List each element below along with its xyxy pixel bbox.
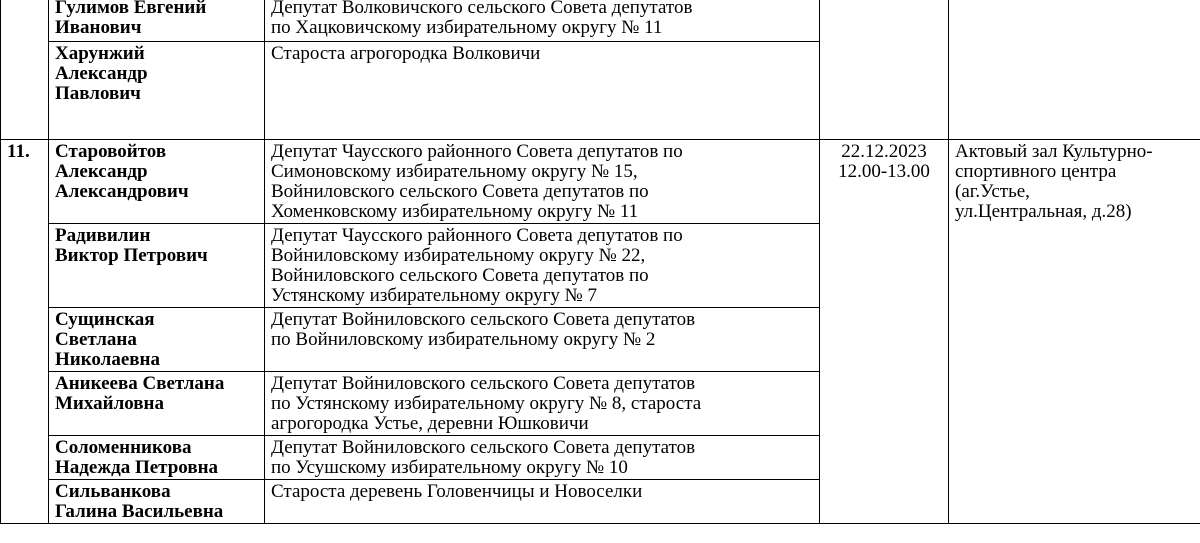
date-cell bbox=[820, 0, 949, 140]
person-position: Депутат Войниловского сельского Совета депутатов по Устянскому избирательному округу № 8, староста агрогородка Устье, деревни Юшковичи bbox=[271, 373, 702, 434]
position-cell bbox=[265, 308, 820, 372]
person-position: Депутат Чаусского районного Совета депутатов по Войниловскому избирательному округу № 22, Войниловского сельского Совета депутатов по Устянскому избирательному округу № 7 bbox=[271, 225, 683, 306]
position-cell bbox=[265, 436, 820, 480]
name-cell bbox=[49, 140, 265, 224]
person-name: Радивилин Виктор Петрович bbox=[55, 225, 208, 266]
name-cell bbox=[49, 224, 265, 308]
row-number: 11. bbox=[7, 141, 30, 162]
person-name: Гулимов Евгений Иванович bbox=[55, 0, 207, 38]
person-position: Депутат Войниловского сельского Совета депутатов по Усушскому избирательному округу № 10 bbox=[271, 437, 696, 478]
position-cell bbox=[265, 0, 820, 42]
position-cell bbox=[265, 372, 820, 436]
person-position: Староста агрогородка Волковичи bbox=[271, 43, 541, 64]
person-position: Депутат Волковичского сельского Совета депутатов по Хацковичскому избирательному округу № 11 bbox=[271, 0, 693, 38]
person-name: Сильванкова Галина Васильевна bbox=[55, 481, 224, 522]
name-cell bbox=[49, 372, 265, 436]
reception-date: 22.12.2023 bbox=[841, 141, 927, 162]
row-number-cell bbox=[1, 140, 49, 524]
person-name: Сущинская Светлана Николаевна bbox=[55, 309, 160, 370]
person-name: Соломенникова Надежда Петровна bbox=[55, 437, 219, 478]
place-cell bbox=[949, 140, 1200, 524]
name-cell bbox=[49, 480, 265, 524]
position-cell bbox=[265, 140, 820, 224]
person-position: Староста деревень Головенчицы и Новоселки bbox=[271, 481, 643, 502]
person-name: Харунжий Александр Павлович bbox=[55, 43, 148, 104]
person-position: Депутат Чаусского районного Совета депутатов по Симоновскому избирательному округу № 15, Войниловского сельского Совета депутатов по Хоменковскому избирательному округу № 11 bbox=[271, 141, 683, 222]
date-cell bbox=[820, 140, 949, 524]
row-number-cell bbox=[1, 0, 49, 140]
name-cell bbox=[49, 436, 265, 480]
name-cell bbox=[49, 42, 265, 140]
table-row bbox=[1, 140, 1200, 224]
position-cell bbox=[265, 480, 820, 524]
reception-place: Актовый зал Культурно- спортивного центра (аг.Устье, ул.Центральная, д.28) bbox=[955, 141, 1153, 222]
person-name: Аникеева Светлана Михайловна bbox=[55, 373, 225, 414]
place-cell bbox=[949, 0, 1200, 140]
table-row bbox=[1, 0, 1200, 42]
name-cell bbox=[49, 308, 265, 372]
person-name: Старовойтов Александр Александрович bbox=[55, 141, 189, 202]
name-cell bbox=[49, 0, 265, 42]
person-position: Депутат Войниловского сельского Совета депутатов по Войниловскому избирательному округу № 2 bbox=[271, 309, 696, 350]
position-cell bbox=[265, 224, 820, 308]
position-cell bbox=[265, 42, 820, 140]
reception-time: 12.00-13.00 bbox=[838, 161, 930, 182]
